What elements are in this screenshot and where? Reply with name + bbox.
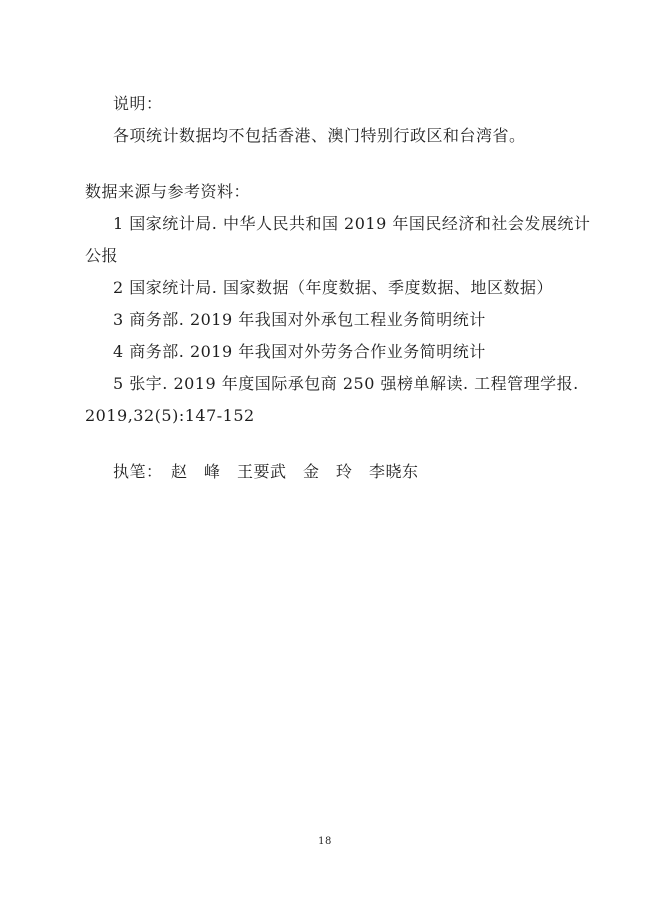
page-footer <box>0 836 650 847</box>
notes-heading: 说明： <box>113 94 163 113</box>
reference-1-line-1: 1 国家统计局. 中华人民共和国 2019 年国民经济和社会发展统计 <box>113 214 591 233</box>
authors-line: 执笔： 赵 峰 王要武 金 玲 李晓东 <box>113 462 419 481</box>
spacer-2 <box>85 432 585 456</box>
reference-2: 2 国家统计局. 国家数据（年度数据、季度数据、地区数据） <box>113 278 553 297</box>
spacer-1 <box>85 152 585 176</box>
page-number: 18 <box>318 836 332 847</box>
reference-3: 3 商务部. 2019 年我国对外承包工程业务简明统计 <box>113 310 486 329</box>
notes-body: 各项统计数据均不包括香港、澳门特别行政区和台湾省。 <box>113 126 526 145</box>
reference-5-line-1: 5 张宇. 2019 年度国际承包商 250 强榜单解读. 工程管理学报. <box>113 374 579 393</box>
references-heading: 数据来源与参考资料： <box>85 182 251 201</box>
reference-1-line-2: 公报 <box>85 246 119 265</box>
reference-4: 4 商务部. 2019 年我国对外劳务合作业务简明统计 <box>113 342 486 361</box>
reference-5-line-2: 2019,32(5):147-152 <box>85 406 255 425</box>
document-body <box>85 88 591 488</box>
